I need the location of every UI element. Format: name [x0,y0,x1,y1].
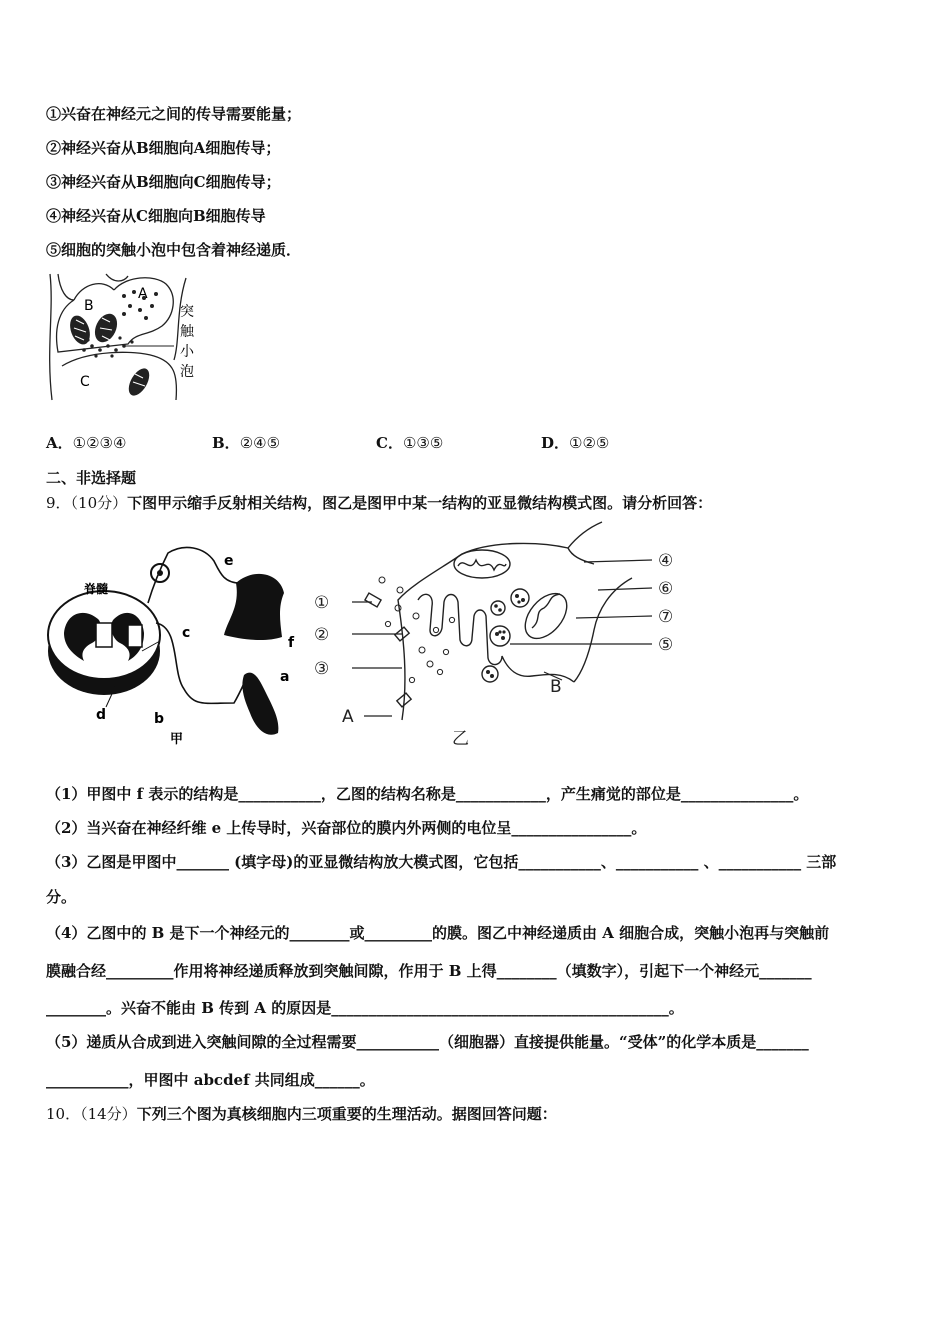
fig-jia [44,543,310,750]
q9-stem [46,492,712,513]
statement-3: ③神经兴奋从B细胞向C细胞传导； [46,173,281,191]
statement-1: ①兴奋在神经元之间的传导需要能量； [46,105,302,123]
q9-part-4-cont: 膜融合经_________作用将神经递质释放到突触间隙，作用于 B 上得________（填数字），引起下一个神经元_______ [46,962,812,980]
fig-yi-label-a: A [342,707,354,727]
fig-yi-label-b: B [550,677,562,697]
fig-jia-label-d: d [96,707,107,723]
fig1-label-c: C [80,374,90,390]
option-text: ②④⑤ [239,434,281,452]
option-letter: B． [212,434,240,452]
synapse-figure [44,270,204,405]
q9-part-4: （4）乙图中的 B 是下一个神经元的________或_________的膜。图乙中神经递质由 A 细胞合成，突触小泡再与突触前 [46,924,830,942]
q9-part-5-cont: ___________，甲图中 abcdef 共同组成______。 [46,1071,375,1089]
q10-number: 10． [46,1105,81,1123]
option-c[interactable] [376,432,443,453]
fig-jia-spine-label: 脊髓 [84,582,109,596]
fig-jia-caption: 甲 [170,732,184,747]
fig-yi-label-3: ③ [314,659,330,679]
fig-yi-label-7: ⑦ [658,607,674,627]
fig1-caption-char: 触 [180,324,194,340]
option-text: ①②⑤ [569,434,610,452]
fig-yi-label-6: ⑥ [658,579,674,599]
fig-yi-label-4: ④ [658,551,674,571]
fig1-caption-char: 小 [180,344,194,360]
statement-2: ②神经兴奋从B细胞向A细胞传导； [46,139,281,157]
option-d[interactable] [541,432,609,453]
option-text: ①②③④ [72,434,127,452]
fig-yi [312,520,698,750]
fig-yi-label-2: ② [314,625,330,645]
fig1-caption-char: 泡 [180,364,194,380]
statement-4: ④神经兴奋从C细胞向B细胞传导 [46,207,266,225]
q9-part-5: （5）递质从合成到进入突触间隙的全过程需要___________（细胞器）直接提供能量。“受体”的化学本质是_______ [46,1033,809,1051]
option-letter: A． [46,434,73,452]
q9-part-3: （3）乙图是甲图中_______ (填字母)的亚显微结构放大模式图，它包括___________、___________ 、___________ 三部 [46,853,837,871]
option-a[interactable] [46,432,126,453]
option-text: ①③⑤ [402,434,444,452]
fig1-label-b: B [84,298,94,314]
q9-number: 9． [46,494,71,512]
fig-yi-label-1: ① [314,593,330,613]
fig-yi-label-5: ⑤ [658,635,674,655]
q10-stem-text: 下列三个图为真核细胞内三项重要的生理活动。据图回答问题： [136,1105,557,1123]
fig-yi-caption: 乙 [452,729,469,749]
statement-5: ⑤细胞的突触小泡中包含着神经递质． [46,241,302,259]
q10-stem [46,1103,557,1124]
section-title: 二、非选择题 [46,469,137,487]
option-b[interactable] [212,432,280,453]
q9-score: （10分） [70,494,128,512]
fig-jia-label-a: a [280,669,290,685]
q9-part-1: （1）甲图中 f 表示的结构是___________，乙图的结构名称是____________，产生痛觉的部位是_______________。 [46,785,809,803]
fig1-caption-char: 突 [180,304,194,320]
q9-part-3-cont: 分。 [46,888,77,906]
q9-stem-text: 下图甲示缩手反射相关结构，图乙是图甲中某一结构的亚显微结构模式图。请分析回答： [127,494,713,512]
fig-jia-label-f: f [288,635,295,651]
q9-part-2: （2）当兴奋在神经纤维 e 上传导时，兴奋部位的膜内外两侧的电位呈________________。 [46,819,647,837]
fig-jia-label-e: e [224,553,234,569]
q9-part-4-cont2: ________。兴奋不能由 B 传到 A 的原因是_____________________________________________。 [46,999,684,1017]
fig1-label-a: A [138,286,148,302]
option-letter: C． [376,434,403,452]
option-letter: D． [541,434,570,452]
fig-jia-label-b: b [154,711,165,727]
fig-jia-label-c: c [182,625,191,641]
q10-score: （14分） [80,1105,137,1123]
